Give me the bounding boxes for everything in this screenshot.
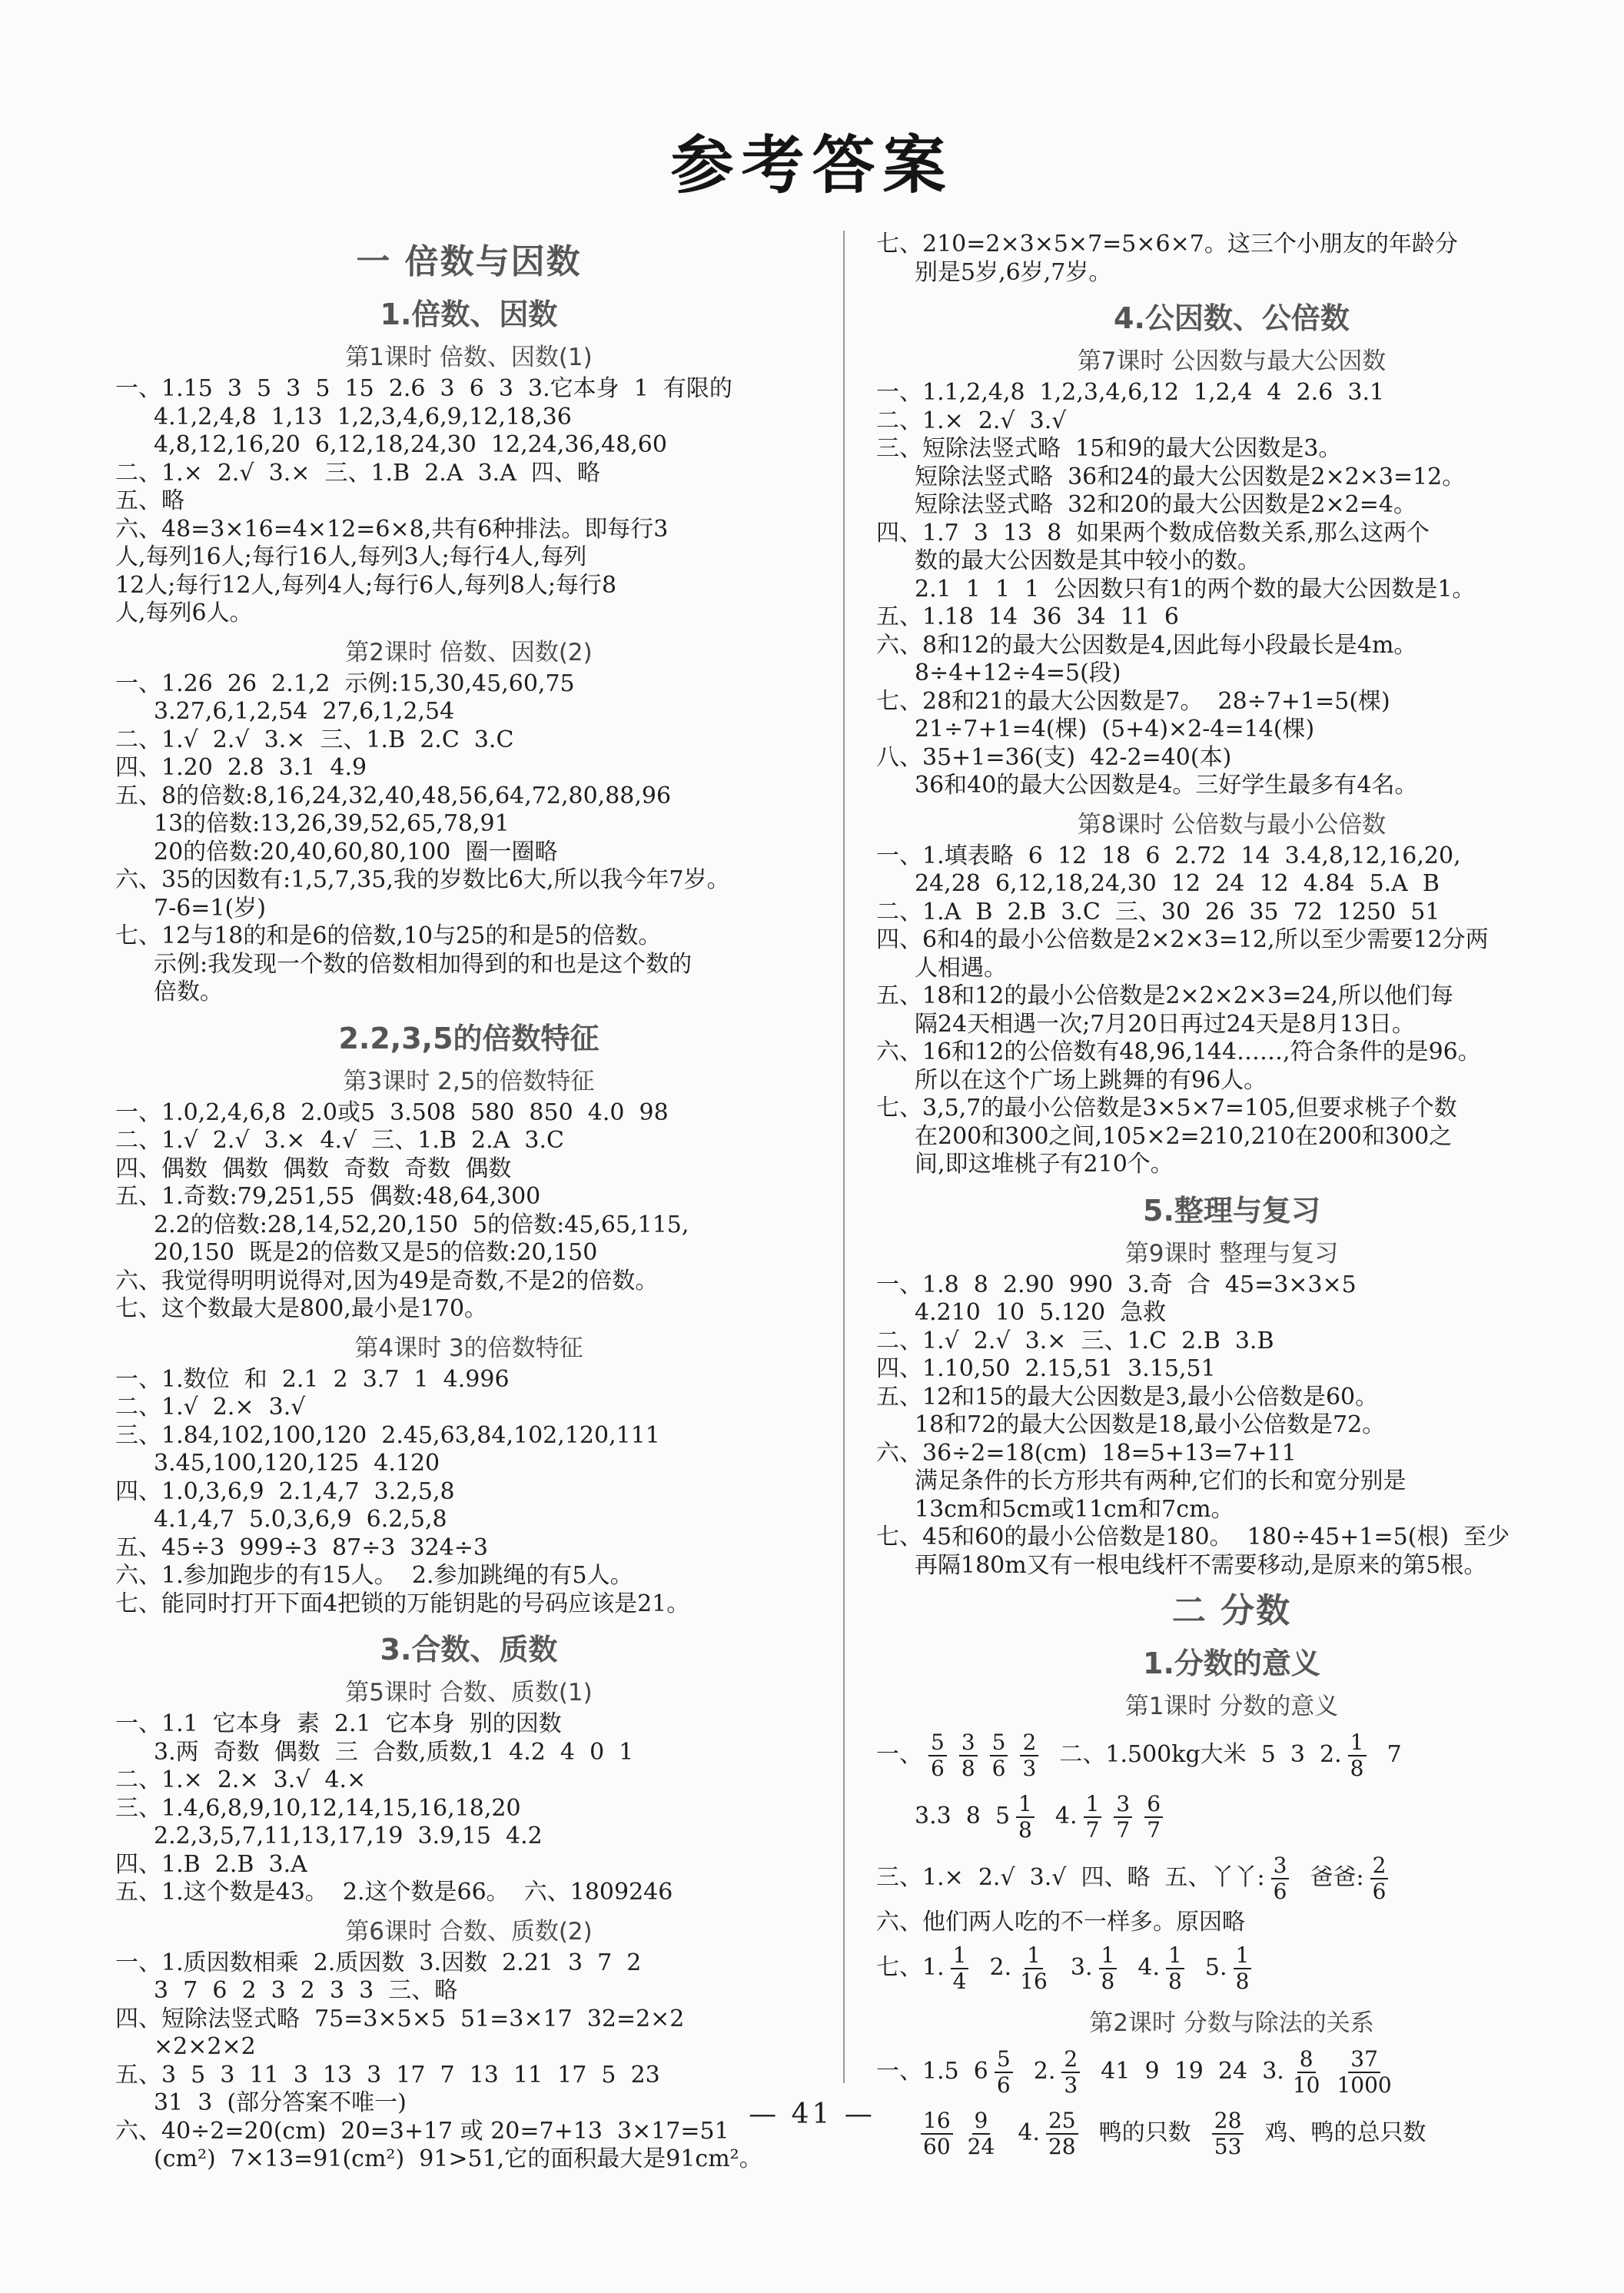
lesson-heading: 第4课时 3的倍数特征	[354, 1334, 583, 1362]
answer-line: 一、1.15 3 5 3 5 15 2.6 3 6 3 3.它本身 1 有限的	[115, 375, 732, 402]
fraction	[1061, 2047, 1080, 2098]
fraction	[1348, 1730, 1367, 1781]
fraction-denominator: 7	[1085, 1817, 1100, 1843]
fraction	[1290, 2047, 1323, 2098]
answer-line: 六、40÷2=20(cm) 20=3+17 或 20=7+13 3×17=51	[115, 2117, 729, 2145]
answer-line: 六、他们两人吃的不一样多。原因略	[876, 1909, 1245, 1936]
fraction-denominator: 6	[931, 1756, 945, 1781]
fraction-denominator: 6	[1273, 1879, 1287, 1904]
answer-line: 示例:我发现一个数的倍数相加得到的和也是这个数的	[154, 950, 692, 978]
answer-line: 六、16和12的公倍数有48,96,144……,符合条件的是96。	[876, 1038, 1481, 1065]
fraction-numerator: 1	[1025, 1943, 1043, 1969]
section-heading: 4.公因数、公倍数	[1114, 301, 1350, 335]
answer-text: 2.	[1018, 2057, 1056, 2085]
fraction-denominator: 1000	[1337, 2072, 1392, 2098]
section-heading: 1.分数的意义	[1143, 1647, 1320, 1680]
fraction-numerator: 1	[1166, 1943, 1184, 1969]
fraction	[1166, 1943, 1184, 1994]
answer-line-fractions	[876, 2041, 1587, 2102]
answer-line: 人相遇。	[915, 954, 1007, 982]
fraction-numerator: 2	[1061, 2047, 1080, 2073]
answer-line: 一、1.26 26 2.1,2 示例:15,30,45,60,75	[115, 670, 575, 697]
fraction-denominator: 24	[967, 2133, 995, 2159]
answer-line: 三、短除法竖式略 15和9的最大公因数是3。	[876, 435, 1342, 462]
fraction	[1144, 1792, 1163, 1843]
fraction-denominator: 8	[1168, 1968, 1182, 1994]
fraction-denominator: 3	[1022, 1756, 1037, 1781]
lesson-heading: 第8课时 公倍数与最小公倍数	[1077, 810, 1387, 839]
fraction	[1271, 1853, 1290, 1904]
answer-line: 四、1.B 2.B 3.A	[115, 1850, 307, 1878]
answer-line: 2.1 1 1 1 公因数只有1的两个数的最大公因数是1。	[915, 575, 1476, 603]
answer-line: 3.45,100,120,125 4.120	[154, 1450, 440, 1477]
answer-text: 七、1.	[876, 1953, 945, 1981]
fraction-denominator: 7	[1147, 1817, 1161, 1843]
answer-line: 六、1.参加跑步的有15人。 2.参加跳绳的有5人。	[115, 1562, 633, 1589]
answer-line: 3.两 奇数 偶数 三 合数,质数,1 4.2 4 0 1	[154, 1738, 634, 1766]
left-column	[115, 231, 822, 2174]
answer-line: 二、1.A B 2.B 3.C 三、30 26 35 72 1250 51	[876, 898, 1440, 926]
lesson-heading: 第5课时 合数、质数(1)	[345, 1679, 593, 1706]
answer-line: 20的倍数:20,40,60,80,100 圈一圈略	[154, 838, 558, 866]
answer-line: 2.2的倍数:28,14,52,20,150 5的倍数:45,65,115,	[154, 1211, 689, 1238]
fraction-numerator: 8	[1297, 2047, 1316, 2073]
answer-line: 七、这个数最大是800,最小是170。	[115, 1295, 488, 1322]
answer-line-fractions	[876, 1847, 1587, 1909]
fraction-numerator: 6	[1144, 1792, 1163, 1818]
answer-line: 二、1.√ 2.× 3.√	[115, 1394, 306, 1421]
answer-line: 一、1.1,2,4,8 1,2,3,4,6,12 1,2,4 4 2.6 3.1	[876, 379, 1385, 406]
answer-line: 短除法竖式略 36和24的最大公因数是2×2×3=12。	[915, 463, 1466, 490]
fraction-numerator: 1	[1016, 1792, 1035, 1818]
answer-text: 3.3 8 5	[915, 1803, 1011, 1829]
answer-line: 五、18和12的最小公倍数是2×2×2×3=24,所以他们每	[876, 982, 1453, 1009]
fraction	[990, 1730, 1008, 1781]
answer-line: 五、1.18 14 36 34 11 6	[876, 603, 1179, 630]
answer-line: 一、1.质因数相乘 2.质因数 3.因数 2.21 3 7 2	[115, 1949, 642, 1976]
fraction-numerator: 37	[1348, 2047, 1380, 2073]
answer-line: 四、1.20 2.8 3.1 4.9	[115, 754, 367, 781]
fraction-denominator: 3	[1064, 2072, 1078, 2098]
answer-line: 数的最大公因数是其中较小的数。	[915, 547, 1260, 574]
lesson-heading: 第3课时 2,5的倍数特征	[343, 1067, 595, 1095]
answer-text: 二、1.500kg大米 5 3 2.	[1044, 1741, 1342, 1768]
answer-line: 七、3,5,7的最小公倍数是3×5×7=105,但要求桃子个数	[876, 1095, 1457, 1122]
lesson-heading: 第1课时 分数的意义	[1124, 1693, 1339, 1720]
answer-line: 七、28和21的最大公因数是7。 28÷7+1=5(棵)	[876, 687, 1390, 715]
answer-line: 4.210 10 5.120 急救	[915, 1299, 1167, 1326]
answer-line: 五、12和15的最大公因数是3,最小公倍数是60。	[876, 1383, 1379, 1411]
answer-line: 所以在这个广场上跳舞的有96人。	[915, 1066, 1267, 1094]
unit-heading: 一 倍数与因数	[356, 242, 582, 281]
answer-line: 八、35+1=36(支) 42-2=40(本)	[876, 743, 1232, 771]
fraction	[1114, 1792, 1132, 1843]
answer-line: 4,8,12,16,20 6,12,18,24,30 12,24,36,48,60	[154, 431, 667, 458]
answer-text: 4.	[1040, 1803, 1078, 1829]
answer-text: 鸭的只数	[1084, 2119, 1206, 2146]
fraction-denominator: 6	[996, 2072, 1011, 2098]
answer-line: 一、1.8 8 2.90 990 3.奇 合 45=3×3×5	[876, 1271, 1357, 1298]
answer-text: 4.	[1123, 1953, 1161, 1981]
fraction-denominator: 8	[1235, 1968, 1250, 1994]
fraction	[1020, 1730, 1038, 1781]
fraction-numerator: 2	[1370, 1853, 1389, 1879]
section-heading: 2.2,3,5的倍数特征	[338, 1021, 599, 1055]
answer-line: 满足条件的长方形共有两种,它们的长和宽分别是	[915, 1467, 1406, 1494]
answer-line: 二、1.√ 2.√ 3.× 三、1.C 2.B 3.B	[876, 1327, 1274, 1354]
answer-line: 一、1.0,2,4,6,8 2.0或5 3.508 580 850 4.0 98	[115, 1098, 669, 1126]
answer-line: 四、6和4的最小公倍数是2×2×3=12,所以至少需要12分两	[876, 926, 1489, 953]
answer-line: 间,即这堆桃子有210个。	[915, 1151, 1174, 1178]
fraction-denominator: 8	[1101, 1968, 1115, 1994]
fraction-denominator: 53	[1214, 2133, 1242, 2159]
answer-line: 七、210=2×3×5×7=5×6×7。这三个小朋友的年龄分	[876, 231, 1458, 258]
answer-line: 五、1.这个数是43。 2.这个数是66。 六、1809246	[115, 1879, 673, 1906]
answer-line: 20,150 既是2的倍数又是5的倍数:20,150	[154, 1239, 598, 1266]
answer-line: ×2×2×2	[154, 2033, 256, 2060]
lesson-heading: 第1课时 倍数、因数(1)	[345, 344, 593, 371]
answer-line: 四、1.0,3,6,9 2.1,4,7 3.2,5,8	[115, 1477, 455, 1505]
fraction	[1018, 1943, 1050, 1994]
answer-line: 2.2,3,5,7,11,13,17,19 3.9,15 4.2	[154, 1823, 543, 1849]
answer-line: 倍数。	[154, 979, 223, 1005]
answer-line: 隔24天相遇一次;7月20日再过24天是8月13日。	[915, 1010, 1415, 1038]
fraction	[1334, 2047, 1393, 2098]
fraction	[1084, 1792, 1102, 1843]
answer-line: 六、35的因数有:1,5,7,35,我的岁数比6大,所以我今年7岁。	[115, 866, 730, 893]
answer-line: 13的倍数:13,26,39,52,65,78,91	[154, 810, 510, 837]
fraction-denominator: 28	[1048, 2133, 1076, 2159]
answer-line: 4.1,4,7 5.0,3,6,9 6.2,5,8	[154, 1506, 447, 1533]
answer-line: 一、1.填表略 6 12 18 6 2.72 14 3.4,8,12,16,20,	[876, 842, 1461, 869]
fraction	[1234, 1943, 1252, 1994]
fraction	[1099, 1943, 1118, 1994]
section-heading: 3.合数、质数	[380, 1633, 558, 1667]
right-column	[876, 231, 1587, 2164]
answer-line: 五、45÷3 999÷3 87÷3 324÷3	[115, 1534, 488, 1561]
answer-line: 4.1,2,4,8 1,13 1,2,3,4,6,9,12,18,36	[154, 403, 572, 430]
fraction-numerator: 3	[1114, 1792, 1132, 1818]
answer-line: 二、1.× 2.√ 3.√	[876, 407, 1067, 434]
answer-line: 13cm和5cm或11cm和7cm。	[915, 1495, 1234, 1523]
answer-text: 2.	[975, 1953, 1012, 1981]
answer-line: 再隔180m又有一根电线杆不需要移动,是原来的第5根。	[915, 1551, 1487, 1579]
fraction-numerator: 28	[1212, 2109, 1244, 2135]
lesson-heading: 第2课时 分数与除法的关系	[1089, 2009, 1374, 2037]
answer-line: 二、1.× 2.× 3.√ 4.×	[115, 1766, 367, 1793]
fraction-numerator: 16	[921, 2109, 953, 2135]
page-title: 参考答案	[670, 129, 954, 202]
answer-line: 别是5岁,6岁,7岁。	[915, 258, 1112, 286]
fraction-denominator: 8	[961, 1756, 975, 1781]
answer-line-fractions	[876, 1786, 1587, 1847]
answer-line: 7-6=1(岁)	[154, 894, 266, 922]
answer-text: 一、	[876, 1741, 922, 1768]
lesson-heading: 第7课时 公因数与最大公因数	[1077, 347, 1387, 375]
answer-line: 8÷4+12÷4=5(段)	[915, 660, 1121, 686]
fraction-denominator: 8	[1018, 1817, 1032, 1843]
fraction-numerator: 1	[1348, 1730, 1367, 1756]
fraction-denominator: 16	[1020, 1968, 1048, 1994]
fraction	[959, 1730, 978, 1781]
answer-line-fractions	[876, 1937, 1587, 1999]
answer-line: 人,每列16人;每行16人,每列3人;每行4人,每列	[115, 543, 587, 570]
answer-line: 24,28 6,12,18,24,30 12 24 12 4.84 5.A B	[915, 870, 1440, 897]
answer-line: 二、1.× 2.√ 3.× 三、1.B 2.A 3.A 四、略	[115, 459, 600, 487]
answer-line: 二、1.√ 2.√ 3.× 三、1.B 2.C 3.C	[115, 726, 514, 753]
fraction-numerator: 5	[928, 1730, 947, 1756]
page-number: — 41 —	[749, 2099, 875, 2130]
fraction-denominator: 6	[991, 1756, 1006, 1781]
fraction-denominator: 7	[1116, 1817, 1131, 1843]
fraction-denominator: 8	[1350, 1756, 1364, 1781]
answer-text: 7	[1372, 1741, 1402, 1768]
answer-line: 36和40的最大公因数是4。三好学生最多有4名。	[915, 772, 1418, 799]
answer-line: 18和72的最大公因数是18,最小公倍数是72。	[915, 1411, 1386, 1438]
answer-line: 五、略	[115, 487, 184, 514]
fraction-numerator: 1	[951, 1943, 969, 1969]
answer-line: 六、我觉得明明说得对,因为49是奇数,不是2的倍数。	[115, 1267, 659, 1294]
answer-text: 3.	[1055, 1953, 1093, 1981]
answer-line: 六、48=3×16=4×12=6×8,共有6种排法。即每行3	[115, 515, 669, 543]
answer-line: 七、12与18的和是6的倍数,10与25的和是5的倍数。	[115, 922, 662, 949]
answer-line: 四、1.10,50 2.15,51 3.15,51	[876, 1355, 1216, 1382]
answer-text: 爸爸:	[1295, 1864, 1364, 1891]
fraction	[1016, 1792, 1035, 1843]
fraction	[951, 1943, 969, 1994]
answer-line: 六、8和12的最大公因数是4,因此每小段最长是4m。	[876, 631, 1417, 659]
fraction-denominator: 60	[923, 2133, 951, 2159]
answer-text: 41 9 19 24 3.	[1086, 2057, 1284, 2085]
answer-line: 三、1.84,102,100,120 2.45,63,84,102,120,111	[115, 1421, 660, 1449]
fraction-numerator: 2	[1020, 1730, 1038, 1756]
answer-line: (cm²) 7×13=91(cm²) 91>51,它的面积最大是91cm²。	[154, 2145, 762, 2172]
fraction-numerator: 1	[1084, 1792, 1102, 1818]
fraction	[1370, 1853, 1389, 1904]
section-heading: 5.整理与复习	[1143, 1193, 1320, 1228]
fraction-denominator: 6	[1372, 1879, 1387, 1904]
answer-line: 五、3 5 3 11 3 13 3 17 7 13 11 17 5 23	[115, 2061, 660, 2089]
fraction-numerator: 5	[995, 2047, 1013, 2073]
lesson-heading: 第9课时 整理与复习	[1124, 1239, 1339, 1268]
fraction-numerator: 1	[1099, 1943, 1118, 1969]
answer-line: 六、36÷2=18(cm) 18=5+13=7+11	[876, 1439, 1297, 1467]
answer-line: 在200和300之间,105×2=210,210在200和300之	[915, 1122, 1453, 1150]
answer-line: 一、1.数位 和 2.1 2 3.7 1 4.996	[115, 1365, 510, 1393]
answer-line: 五、1.奇数:79,251,55 偶数:48,64,300	[115, 1183, 541, 1210]
answer-line: 七、45和60的最小公倍数是180。 180÷45+1=5(根) 至少	[876, 1524, 1510, 1550]
answer-line: 二、1.√ 2.√ 3.× 4.√ 三、1.B 2.A 3.C	[115, 1127, 564, 1154]
section-heading: 1.倍数、因数	[380, 297, 558, 331]
answer-line: 五、8的倍数:8,16,24,32,40,48,56,64,72,80,88,96	[115, 782, 672, 809]
answer-line: 3.27,6,1,2,54 27,6,1,2,54	[154, 698, 455, 725]
column-divider	[843, 231, 845, 2083]
answer-text: 5.	[1190, 1953, 1227, 1981]
answer-line: 一、1.1 它本身 素 2.1 它本身 别的因数	[115, 1710, 562, 1737]
answer-line: 七、能同时打开下面4把锁的万能钥匙的号码应该是21。	[115, 1590, 690, 1617]
lesson-heading: 第2课时 倍数、因数(2)	[345, 638, 593, 666]
fraction	[928, 1730, 947, 1781]
answer-line: 31 3 (部分答案不唯一)	[154, 2089, 407, 2116]
fraction	[995, 2047, 1013, 2098]
answer-line: 三、1.4,6,8,9,10,12,14,15,16,18,20	[115, 1794, 521, 1822]
lesson-heading: 第6课时 合数、质数(2)	[345, 1917, 593, 1946]
answer-text: 鸡、鸭的总只数	[1250, 2119, 1426, 2146]
fraction-numerator: 3	[1271, 1853, 1290, 1879]
answer-line: 四、偶数 偶数 偶数 奇数 奇数 偶数	[115, 1155, 512, 1182]
fraction-denominator: 10	[1292, 2072, 1320, 2098]
fraction-numerator: 3	[959, 1730, 978, 1756]
fraction-denominator: 4	[952, 1968, 967, 1994]
answer-line: 人,每列6人。	[115, 600, 253, 626]
answer-line: 四、1.7 3 13 8 如果两个数成倍数关系,那么这两个	[876, 519, 1430, 547]
answer-line: 12人;每行12人,每列4人;每行6人,每列8人;每行8	[115, 571, 617, 599]
answer-line: 3 7 6 2 3 2 3 3 三、略	[154, 1977, 458, 2004]
answer-line: 四、短除法竖式略 75=3×5×5 51=3×17 32=2×2	[115, 2005, 685, 2032]
answer-text: 4.	[1003, 2119, 1040, 2146]
fraction-numerator: 5	[990, 1730, 1008, 1756]
fraction-numerator: 9	[972, 2109, 991, 2135]
answer-line-fractions	[876, 1724, 1587, 1786]
answer-text: 一、1.5 6	[876, 2057, 988, 2085]
answer-text: 三、1.× 2.√ 3.√ 四、略 五、丫丫:	[876, 1864, 1265, 1891]
answer-line: 短除法竖式略 32和20的最大公因数是2×2=4。	[915, 491, 1416, 518]
fraction-numerator: 25	[1046, 2109, 1078, 2135]
unit-heading: 二 分数	[1171, 1591, 1292, 1630]
fraction-numerator: 1	[1234, 1943, 1252, 1969]
answer-line: 21÷7+1=4(棵) (5+4)×2-4=14(棵)	[915, 716, 1315, 743]
